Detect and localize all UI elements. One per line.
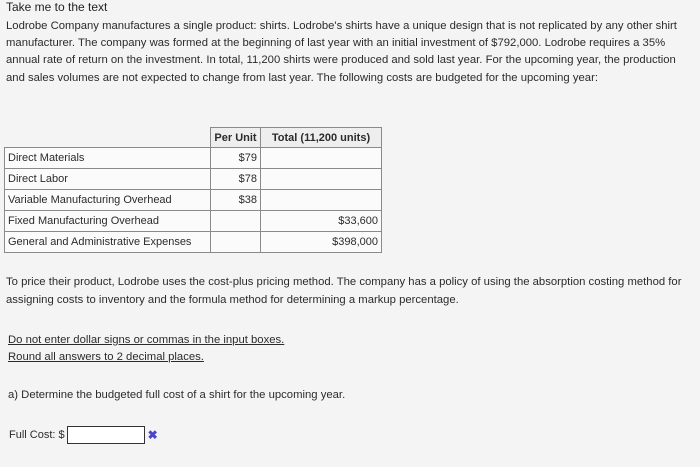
row-per-unit: $78 bbox=[211, 169, 261, 190]
cost-table bbox=[4, 127, 382, 253]
table-row bbox=[5, 190, 382, 211]
row-total: $33,600 bbox=[261, 211, 382, 232]
header-per-unit: Per Unit bbox=[211, 128, 261, 148]
row-label: Direct Labor bbox=[5, 169, 211, 190]
question-a: a) Determine the budgeted full cost of a shirt for the upcoming year. bbox=[8, 389, 346, 401]
table-row bbox=[5, 169, 382, 190]
table-header-row bbox=[5, 128, 382, 148]
row-total bbox=[261, 148, 382, 169]
table-row bbox=[5, 232, 382, 253]
row-per-unit: $38 bbox=[211, 190, 261, 211]
full-cost-input[interactable] bbox=[67, 426, 145, 444]
pricing-paragraph: To price their product, Lodrobe uses the cost-plus pricing method. The company has a policy of using the absorption costing method for assigning costs to inventory and the formula method for determining a markup percentage. bbox=[6, 276, 682, 306]
row-label: Direct Materials bbox=[5, 148, 211, 169]
row-per-unit: $79 bbox=[211, 148, 261, 169]
full-cost-label: Full Cost: $ bbox=[9, 429, 65, 441]
row-per-unit bbox=[211, 211, 261, 232]
instruction-rounding: Round all answers to 2 decimal places. bbox=[8, 351, 204, 363]
row-label: General and Administrative Expenses bbox=[5, 232, 211, 253]
incorrect-x-icon: ✖ bbox=[147, 428, 158, 442]
table-header-blank bbox=[5, 128, 211, 148]
row-label: Fixed Manufacturing Overhead bbox=[5, 211, 211, 232]
row-total: $398,000 bbox=[261, 232, 382, 253]
row-total bbox=[261, 190, 382, 211]
instruction-no-signs: Do not enter dollar signs or commas in the input boxes. bbox=[8, 334, 285, 346]
row-per-unit bbox=[211, 232, 261, 253]
row-label: Variable Manufacturing Overhead bbox=[5, 190, 211, 211]
table-row bbox=[5, 211, 382, 232]
intro-paragraph: Lodrobe Company manufactures a single product: shirts. Lodrobe's shirts have a unique design that is not replicated by any other shirt manufacturer. The company was formed at the beginning of last year with an initial investment of $792,000. Lodrobe requires a 35% annual rate of return on the investment. In total, 11,200 shirts were produced and sold last year. For the upcoming year, the production and sales volumes are not expected to change from last year. The following costs are budgeted for the upcoming year: bbox=[6, 20, 677, 84]
table-row bbox=[5, 148, 382, 169]
row-total bbox=[261, 169, 382, 190]
full-cost-answer-row bbox=[9, 426, 158, 444]
header-total: Total (11,200 units) bbox=[261, 128, 382, 148]
page-heading: Take me to the text bbox=[6, 0, 108, 14]
